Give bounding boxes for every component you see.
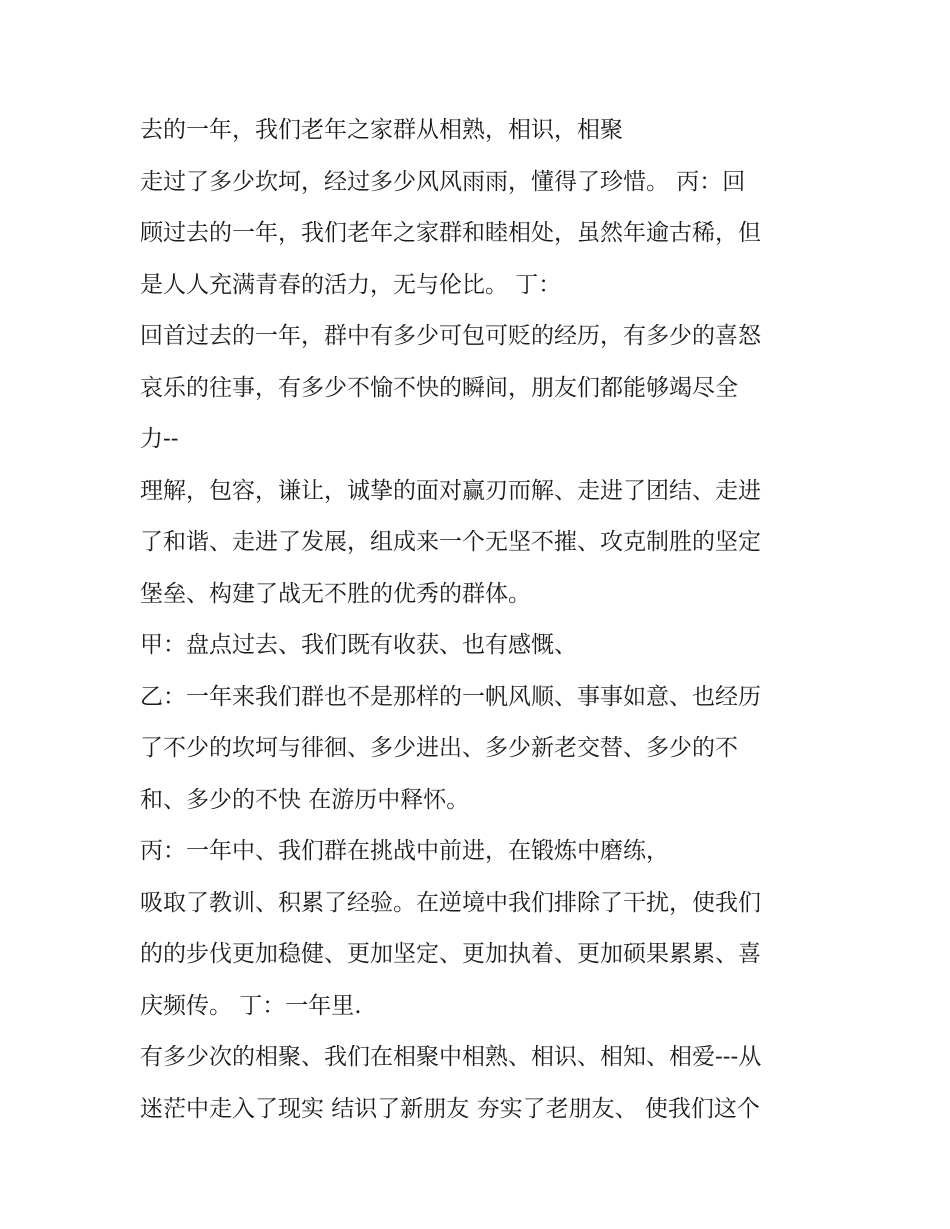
- text-line: 了不少的坎坷与徘徊、多少进出、多少新老交替、多少的不: [140, 735, 738, 761]
- text-line: 去的一年，我们老年之家群从相熟，相识，相聚: [140, 117, 623, 143]
- document-body: [140, 112, 820, 1142]
- text-line: 庆频传。 丁：一年里.: [140, 992, 362, 1019]
- text-line: 顾过去的一年，我们老年之家群和睦相处，虽然年逾古稀，但: [140, 220, 761, 246]
- text-line: 了和谐、走进了发展，组成来一个无坚不摧、攻克制胜的坚定: [140, 529, 761, 555]
- text-line: 走过了多少坎坷，经过多少风风雨雨，懂得了珍惜。 丙：回: [140, 168, 746, 195]
- text-line: 回首过去的一年，群中有多少可包可贬的经历，有多少的喜怒: [140, 323, 761, 349]
- text-line: 哀乐的往事，有多少不愉不快的瞬间，朋友们都能够竭尽全: [140, 374, 738, 401]
- text-line: 乙：一年来我们群也不是那样的一帆风顺、事事如意、也经历: [140, 683, 761, 710]
- text-line: 和、多少的不快 在游历中释怀。: [140, 786, 470, 813]
- text-line: 有多少次的相聚、我们在相聚中相熟、相识、相知、相爱---从: [140, 1044, 762, 1070]
- text-line: 的的步伐更加稳健、更加坚定、更加执着、更加硕果累累、喜: [140, 941, 761, 967]
- text-line: 是人人充满青春的活力，无与伦比。 丁：: [140, 271, 562, 298]
- text-line: 甲：盘点过去、我们既有收获、也有感慨、: [140, 632, 577, 658]
- text-line: 迷茫中走入了现实 结识了新朋友 夯实了老朋友、 使我们这个: [140, 1095, 760, 1122]
- text-line: 堡垒、构建了战无不胜的优秀的群体。: [140, 580, 531, 607]
- text-line: 丙：一年中、我们群在挑战中前进，在锻炼中磨练，: [140, 838, 669, 864]
- text-line: 力--: [140, 426, 179, 452]
- text-line: 理解，包容，谦让，诚挚的面对赢刃而解、走进了团结、走进: [140, 477, 761, 504]
- text-line: 吸取了教训、积累了经验。在逆境中我们排除了干扰，使我们: [140, 889, 761, 916]
